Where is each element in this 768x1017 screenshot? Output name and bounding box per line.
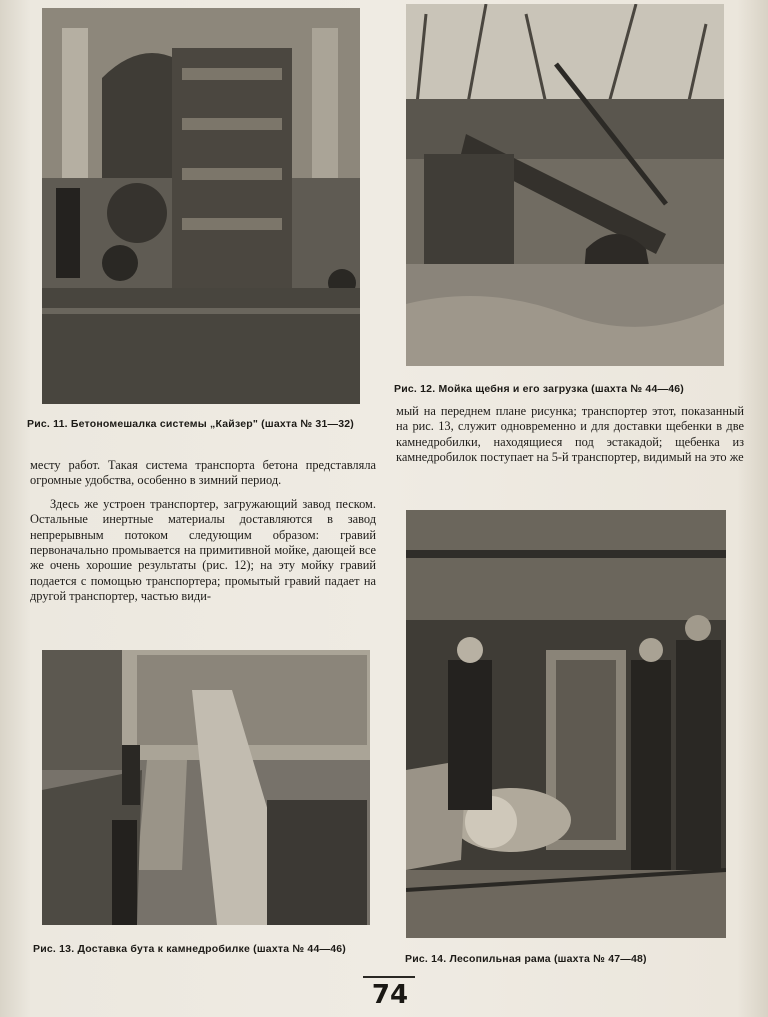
page-number: 74 xyxy=(371,980,409,1010)
figure-14-caption: Рис. 14. Лесопильная рама (шахта № 47—48) xyxy=(405,953,647,965)
right-paragraph-1: мый на переднем плане рисунка; транспортер этот, показанный на рис. 13, служит одновременно и для доставки щебенки в две камнедробилки, находящиеся под эстакадой; щебенка из камнедробилок поступает на 5-й транспортер, видимый на это же xyxy=(396,404,744,465)
left-paragraph-1: месту работ. Такая система транспорта бетона представляла огромные удобства, особенно в зимний период. xyxy=(30,458,376,488)
figure-14-photo xyxy=(406,510,726,938)
page-number-rule xyxy=(363,976,415,978)
figure-13-caption: Рис. 13. Доставка бута к камнедробилке (шахта № 44—46) xyxy=(33,943,346,955)
left-column-text xyxy=(30,458,376,605)
figure-13-photo xyxy=(42,650,370,925)
right-column-text xyxy=(396,404,744,466)
figure-12-photo xyxy=(406,4,724,366)
figure-11-photo xyxy=(42,8,360,404)
figure-11-caption: Рис. 11. Бетономешалка системы „Кайзер" (шахта № 31—32) xyxy=(27,418,354,430)
left-paragraph-2: Здесь же устроен транспортер, загружающий завод песком. Остальные инертные материалы доставляются в завод непрерывным потоком следующим образом: гравий первоначально промывается на примитивной мойке, дающей все же очень хорошие результаты (рис. 12); на эту мойку гравий подается с помощью транспортера; промытый гравий падает на другой транспортер, частью види- xyxy=(30,496,376,604)
figure-12-caption: Рис. 12. Мойка щебня и его загрузка (шахта № 44—46) xyxy=(394,383,684,395)
